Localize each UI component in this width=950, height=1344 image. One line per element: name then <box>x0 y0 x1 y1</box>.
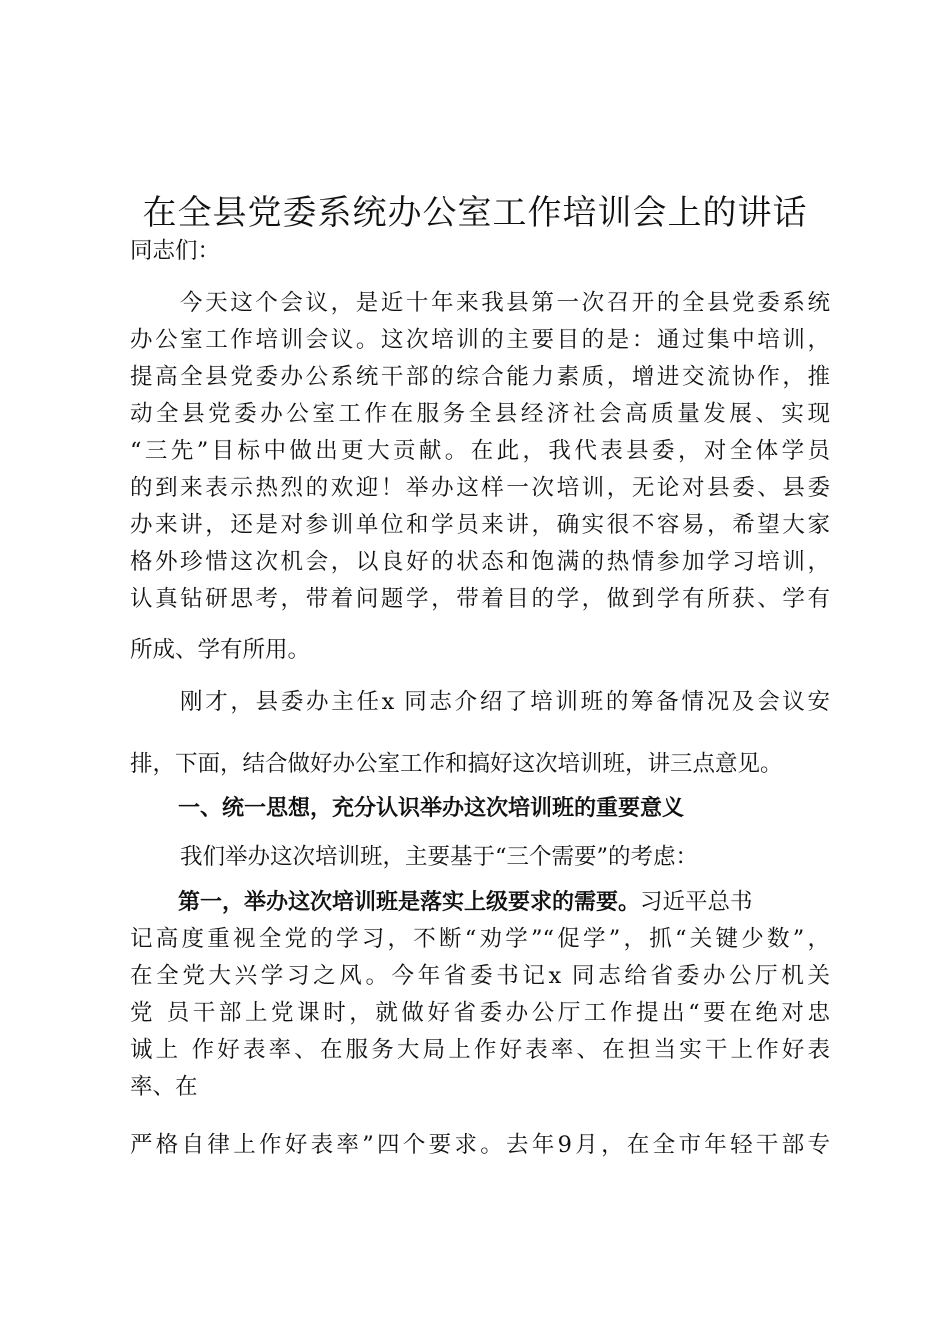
salutation: 同志们： <box>130 238 221 264</box>
paragraph-1-line: 认真钻研思考，带着问题学，带着目的学，做到学有所获、学有 <box>130 586 830 612</box>
paragraph-1-line: 办来讲，还是对参训单位和学员来讲，确实很不容易，希望大家 <box>130 512 830 538</box>
paragraph-4-line: 在全党大兴学习之风。今年省委书记x 同志给省委办公厅机关 <box>130 963 830 989</box>
paragraph-1-line: 提高全县党委办公系统干部的综合能力素质，增进交流协作，推 <box>130 364 830 390</box>
paragraph-1-line: 办公室工作培训会议。这次培训的主要目的是：通过集中培训， <box>130 327 830 353</box>
paragraph-1-line: 动全县党委办公室工作在服务全县经济社会高质量发展、实现 <box>130 401 830 427</box>
paragraph-2-line: 排，下面，结合做好办公室工作和搞好这次培训班，讲三点意见。 <box>130 751 783 777</box>
paragraph-4-line1-rest: 习近平总书 <box>640 889 753 915</box>
paragraph-4-first-line <box>178 885 830 920</box>
section-heading: 一、统一思想，充分认识举办这次培训班的重要意义 <box>178 796 685 821</box>
paragraph-1-line: 的到来表示热烈的欢迎！举办这样一次培训，无论对县委、县委 <box>130 475 830 501</box>
paragraph-2-line: 刚才，县委办主任x 同志介绍了培训班的筹备情况及会议安 <box>180 689 830 715</box>
paragraph-1-line: 所成、学有所用。 <box>130 637 311 663</box>
paragraph-1-line: 今天这个会议，是近十年来我县第一次召开的全县党委系统 <box>180 290 830 316</box>
paragraph-4-line: 率、在 <box>130 1074 198 1100</box>
paragraph-4-lead: 第一，举办这次培训班是落实上级要求的需要。 <box>178 890 641 915</box>
paragraph-4-line: 记高度重视全党的学习，不断“劝学”“促学”，抓“关键少数”， <box>130 926 830 952</box>
paragraph-1-line: “三先”目标中做出更大贡献。在此，我代表县委，对全体学员 <box>130 438 830 464</box>
paragraph-4-line: 严格自律上作好表率”四个要求。去年9月，在全市年轻干部专 <box>130 1132 830 1158</box>
paragraph-1-line: 格外珍惜这次机会，以良好的状态和饱满的热情参加学习培训， <box>130 549 830 575</box>
paragraph-3: 我们举办这次培训班，主要基于“三个需要”的考虑： <box>180 844 699 870</box>
paragraph-4-line: 党 员干部上党课时，就做好省委办公厅工作提出“要在绝对忠 <box>130 1000 830 1026</box>
paragraph-4-line: 诚上 作好表率、在服务大局上作好表率、在担当实干上作好表 <box>130 1037 830 1063</box>
document-title: 在全县党委系统办公室工作培训会上的讲话 <box>142 193 808 233</box>
